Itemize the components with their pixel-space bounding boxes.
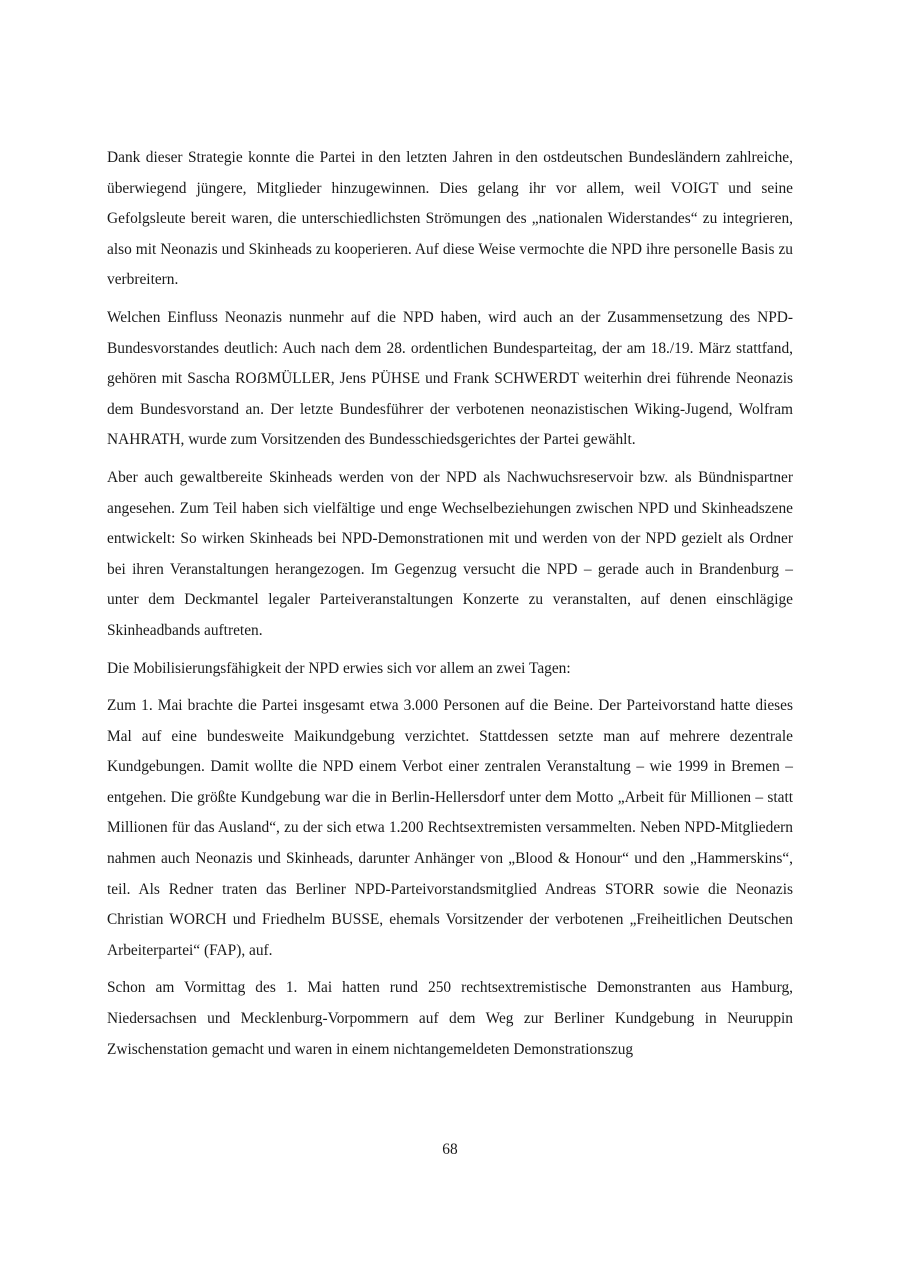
body-text xyxy=(107,143,793,1065)
paragraph-neuruppin: Schon am Vormittag des 1. Mai hatten rund 250 rechtsextremistische Demonstranten aus Hamburg, Niedersachsen und Mecklenburg-Vorpommern auf dem Weg zur Berliner Kundgebung in Neuruppin Zwischenstation gemacht und waren in einem nichtangemeldeten Demonstrationszug xyxy=(107,979,793,1058)
paragraph-may-day: Zum 1. Mai brachte die Partei insgesamt etwa 3.000 Personen auf die Beine. Der Parteivorstand hatte dieses Mal auf eine bundesweite Maikundgebung verzichtet. Stattdessen setzte man auf mehrere dezentrale Kundgebungen. Damit wollte die NPD einem Verbot einer zentralen Veranstaltung – wie 1999 in Bremen – entgehen. Die größte Kundgebung war die in Berlin-Hellersdorf unter dem Motto „Arbeit für Millionen – statt Millionen für das Ausland“, zu der sich etwa 1.200 Rechtsextremisten versammelten. Neben NPD-Mitgliedern nahmen auch Neonazis und Skinheads, darunter Anhänger von „Blood & Honour“ und den „Hammerskins“, teil. Als Redner traten das Berliner NPD-Parteivorstandsmitglied Andreas STORR sowie die Neonazis Christian WORCH und Friedhelm BUSSE, ehemals Vorsitzender der verbotenen „Freiheitlichen Deutschen Arbeiterpartei“ (FAP), auf. xyxy=(107,697,793,959)
page-number: 68 xyxy=(442,1141,458,1158)
paragraph-skinheads: Aber auch gewaltbereite Skinheads werden von der NPD als Nachwuchsreservoir bzw. als Bündnispartner angesehen. Zum Teil haben sich vielfältige und enge Wechselbeziehungen zwischen NPD und Skinheadszene entwickelt: So wirken Skinheads bei NPD-Demonstrationen mit und werden von der NPD gezielt als Ordner bei ihren Veranstaltungen herangezogen. Im Gegenzug versucht die NPD – gerade auch in Brandenburg – unter dem Deckmantel legaler Parteiveranstaltungen Konzerte zu veranstalten, auf denen einschlägige Skinheadbands auftreten. xyxy=(107,468,793,639)
paragraph-mobilization: Die Mobilisierungsfähigkeit der NPD erwies sich vor allem an zwei Tagen: xyxy=(107,659,571,677)
paragraph-party-strategy: Dank dieser Strategie konnte die Partei in den letzten Jahren in den ostdeutschen Bundesländern zahlreiche, überwiegend jüngere, Mitglieder hinzugewinnen. Dies gelang ihr vor allem, weil VOIGT und seine Gefolgsleute bereit waren, die unterschiedlichsten Strömungen des „nationalen Widerstandes“ zu integrieren, also mit Neonazis und Skinheads zu kooperieren. Auf diese Weise vermochte die NPD ihre personelle Basis zu verbreitern. xyxy=(107,149,793,289)
paragraph-federal-board: Welchen Einfluss Neonazis nunmehr auf die NPD haben, wird auch an der Zusammensetzung des NPD-Bundesvorstandes deutlich: Auch nach dem 28. ordentlichen Bundesparteitag, der am 18./19. März stattfand, gehören mit Sascha ROẞMÜLLER, Jens PÜHSE und Frank SCHWERDT weiterhin drei führende Neonazis dem Bundesvorstand an. Der letzte Bundesführer der verbotenen neonazistischen Wiking-Jugend, Wolfram NAHRATH, wurde zum Vorsitzenden des Bundesschiedsgerichtes der Partei gewählt. xyxy=(107,308,793,449)
